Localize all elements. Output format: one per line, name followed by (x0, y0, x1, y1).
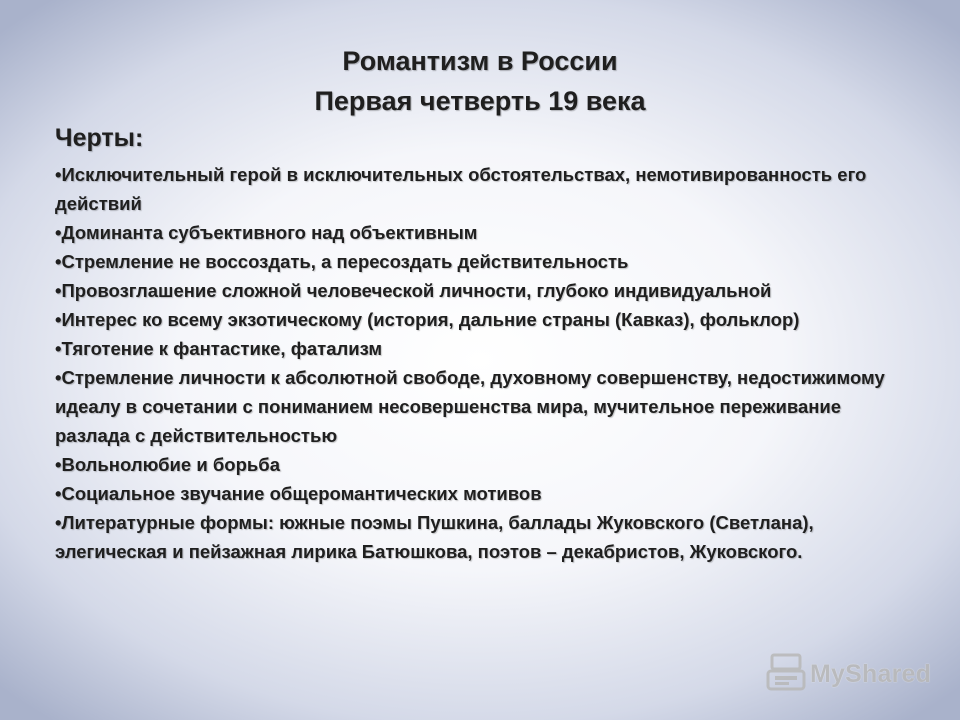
feature-item: • Социальное звучание общеромантических мотивов (55, 479, 915, 508)
feature-item: • Вольнолюбие и борьба (55, 450, 915, 479)
slide-title: Романтизм в России (342, 46, 618, 76)
watermark-text: MyShared (810, 659, 932, 688)
feature-item: • Провозглашение сложной человеческой личности, глубоко индивидуальной (55, 276, 915, 305)
feature-item: • Интерес ко всему экзотическому (история, дальние страны (Кавказ), фольклор) (55, 305, 915, 334)
feature-item: • Тяготение к фантастике, фатализм (55, 334, 915, 363)
watermark-logo[interactable] (766, 654, 936, 694)
slide-subtitle: Первая четверть 19 века (314, 86, 646, 116)
feature-item: • Исключительный герой в исключительных обстоятельствах, немотивированность его действий (55, 160, 915, 218)
features-heading: Черты: (55, 124, 144, 152)
mysharedlogo-icon (766, 653, 806, 696)
feature-item: • Стремление не воссоздать, а пересоздать действительность (55, 247, 915, 276)
feature-item: • Литературные формы: южные поэмы Пушкина, баллады Жуковского (Светлана), элегическая и пейзажная лирика Батюшкова, поэтов – декабристов, Жуковского. (55, 508, 915, 566)
feature-item: • Доминанта субъективного над объективным (55, 218, 915, 247)
feature-item: • Стремление личности к абсолютной свободе, духовному совершенству, недостижимому идеалу в сочетании с пониманием несовершенства мира, мучительное переживание разлада с действительностью (55, 363, 915, 450)
features-list (55, 160, 915, 566)
